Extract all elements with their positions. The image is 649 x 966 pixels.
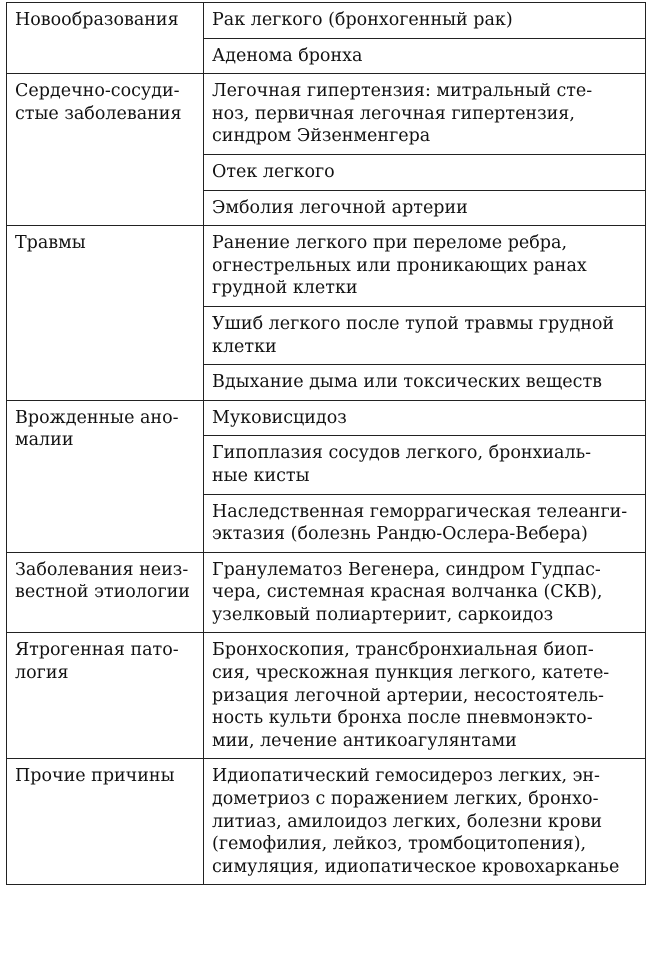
- cause-cell: [204, 400, 646, 436]
- cause-cell: [204, 3, 646, 39]
- cause-cell: [204, 74, 646, 155]
- cause-cell: [204, 226, 646, 307]
- cause-text-line: синдром Эйзенменгера: [212, 126, 431, 147]
- cause-text-line: мии, лечение антикоагулянтами: [212, 730, 517, 751]
- cause-text-line: Наследственная геморрагическая телеанги-: [212, 501, 628, 522]
- cause-text-line: (гемофилия, лейкоз, тромбоцитопения),: [212, 834, 587, 855]
- category-text-line: Ятрогенная пато-: [15, 640, 179, 661]
- cause-text-line: симуляция, идиопатическое кровохарканье: [212, 856, 620, 877]
- cause-cell: [204, 494, 646, 552]
- cause-text-line: Бронхоскопия, трансбронхиальная биоп-: [212, 640, 594, 661]
- cause-text-line: Рак легкого (бронхогенный рак): [212, 10, 513, 30]
- cause-cell: [204, 154, 646, 190]
- table-row: [7, 759, 646, 885]
- cause-cell: [204, 190, 646, 226]
- cause-text-line: Идиопатический гемосидероз легких, эн-: [212, 766, 600, 787]
- cause-cell: [204, 552, 646, 633]
- cause-cell: [204, 759, 646, 885]
- cause-text-line: Ушиб легкого после тупой травмы грудной: [212, 313, 615, 334]
- cause-text-line: эктазия (болезнь Рандю-Ослера-Вебера): [212, 524, 588, 545]
- cause-text-line: Ранение легкого при переломе ребра,: [212, 233, 568, 254]
- category-text-line: Заболевания неиз-: [15, 559, 189, 580]
- table-row: [7, 226, 646, 307]
- cause-cell: [204, 306, 646, 364]
- cause-text-line: дометриоз с поражением легких, бронхо-: [212, 789, 599, 810]
- cause-text-line: ные кисты: [212, 465, 310, 486]
- category-text-line: логия: [15, 663, 69, 684]
- category-text-line: Врожденные ано-: [15, 407, 179, 428]
- category-text-line: Травмы: [15, 233, 86, 254]
- cause-text-line: Легочная гипертензия: митральный сте-: [212, 81, 593, 102]
- cause-text-line: клетки: [212, 336, 277, 357]
- cause-text-line: узелковый полиартериит, саркоидоз: [212, 604, 554, 625]
- table-row: [7, 552, 646, 633]
- category-text-line: Прочие причины: [15, 766, 175, 787]
- table-row: [7, 74, 646, 155]
- cause-cell: [204, 436, 646, 494]
- cause-text-line: Муковисцидоз: [212, 407, 347, 428]
- category-cell: [7, 74, 204, 226]
- category-text-line: малии: [15, 430, 74, 451]
- category-cell: [7, 633, 204, 759]
- causes-table: [6, 2, 646, 885]
- cause-text-line: грудной клетки: [212, 278, 358, 299]
- cause-text-line: сия, чрескожная пункция легкого, катете-: [212, 663, 610, 684]
- category-text-line: Новообразования: [15, 10, 179, 30]
- category-cell: [7, 226, 204, 401]
- category-text-line: Сердечно-сосуди-: [15, 81, 180, 102]
- cause-text-line: чера, системная красная волчанка (СКВ),: [212, 582, 603, 603]
- table-row: [7, 400, 646, 436]
- cause-text-line: огнестрельных или проникающих ранах: [212, 255, 587, 276]
- cause-text-line: Отек легкого: [212, 161, 335, 182]
- category-cell: [7, 552, 204, 633]
- cause-cell: [204, 633, 646, 759]
- category-cell: [7, 3, 204, 74]
- category-text-line: вестной этиологии: [15, 582, 190, 603]
- cause-cell: [204, 365, 646, 401]
- cause-text-line: Эмболия легочной артерии: [212, 197, 468, 218]
- category-cell: [7, 759, 204, 885]
- cause-cell: [204, 38, 646, 74]
- cause-text-line: ноз, первичная легочная гипертензия,: [212, 103, 575, 124]
- cause-text-line: Вдыхание дыма или токсических веществ: [212, 372, 602, 393]
- category-cell: [7, 400, 204, 552]
- cause-text-line: литиаз, амилоидоз легких, болезни крови: [212, 811, 603, 832]
- causes-table-body: [7, 3, 646, 885]
- cause-text-line: ность культи бронха после пневмонэкто-: [212, 708, 593, 729]
- cause-text-line: Гранулематоз Вегенера, синдром Гудпас-: [212, 559, 601, 580]
- cause-text-line: ризация легочной артерии, несостоятель-: [212, 685, 604, 706]
- cause-text-line: Аденома бронха: [212, 45, 363, 66]
- cause-text-line: Гипоплазия сосудов легкого, бронхиаль-: [212, 443, 592, 464]
- table-row: [7, 3, 646, 39]
- category-text-line: стые заболевания: [15, 103, 182, 124]
- table-row: [7, 633, 646, 759]
